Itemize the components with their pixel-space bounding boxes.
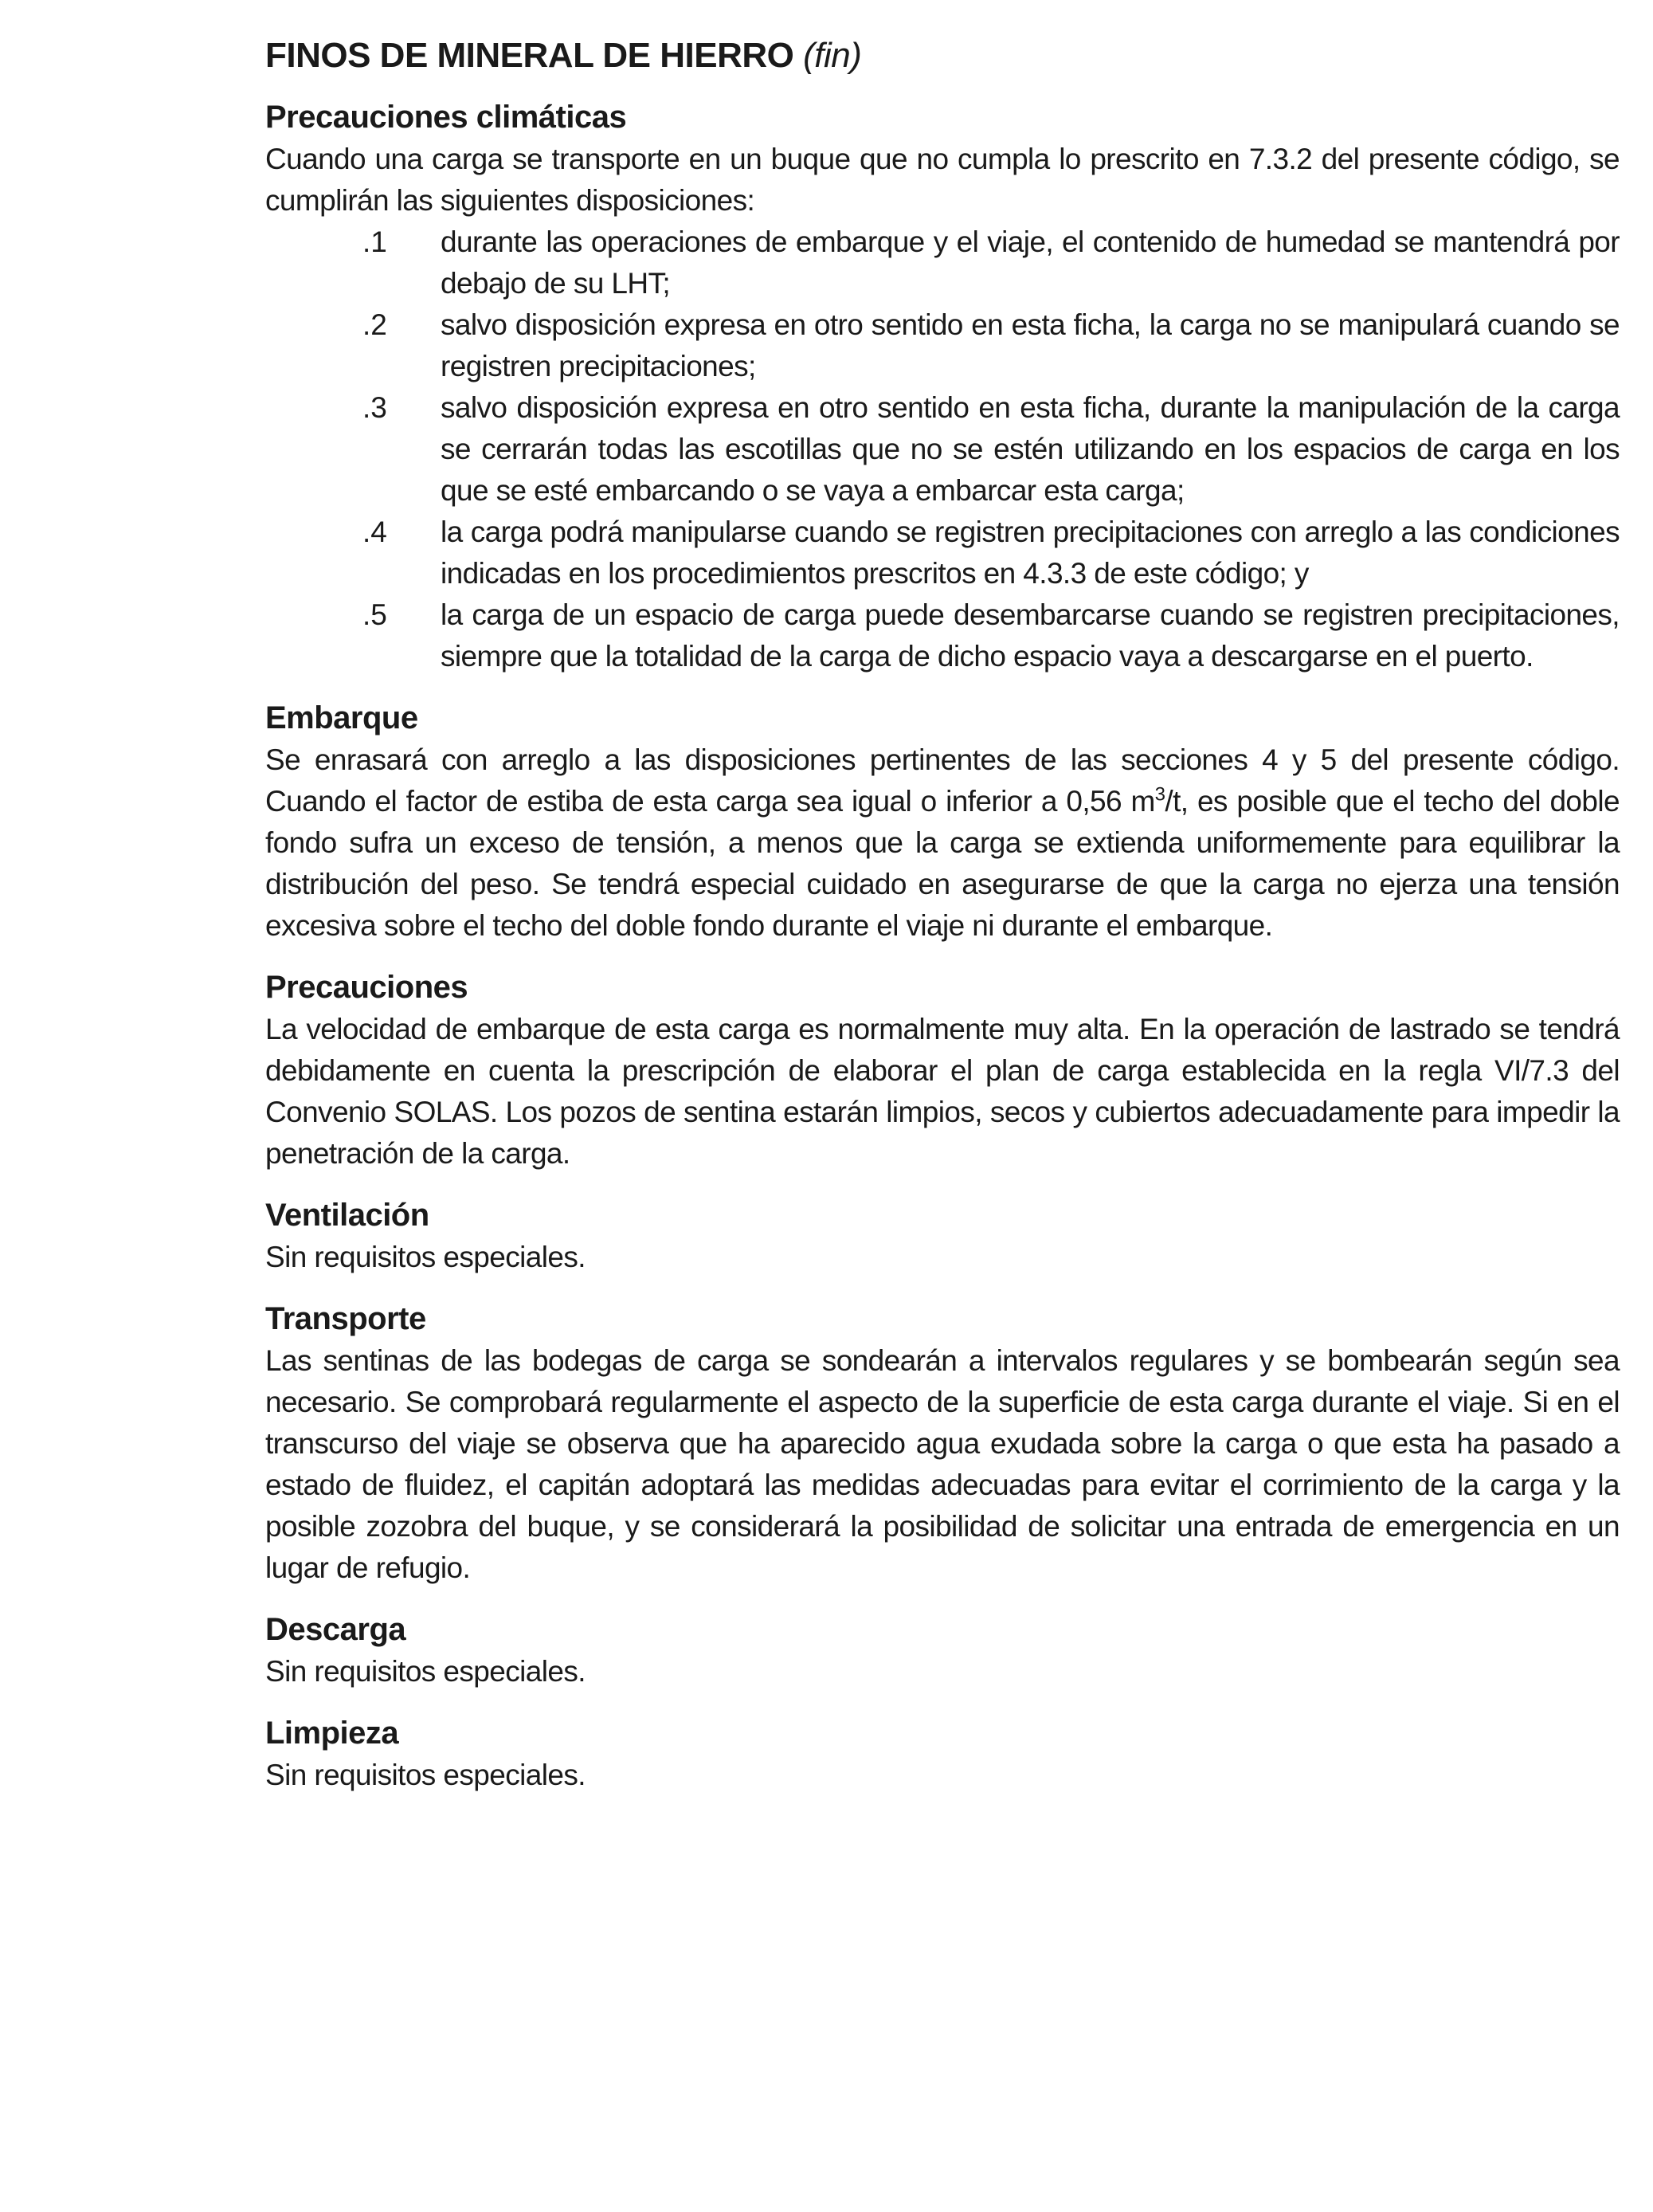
section-heading: Transporte (265, 1301, 426, 1336)
list-text: durante las operaciones de embarque y el viaje, el contenido de humedad se mantendrá por debajo de su LHT; (441, 226, 1620, 300)
list-item (265, 387, 1620, 512)
section-precautions (265, 966, 1620, 1175)
list-item (265, 222, 1620, 304)
list-text: salvo disposición expresa en otro sentido en esta ficha, durante la manipulación de la carga se cerrarán todas las escotillas que no se estén utilizando en los espacios de carga en los que se esté embarcando o se vaya a embarcar esta carga; (441, 391, 1620, 507)
list-number: .1 (362, 226, 387, 258)
paragraph-text: /t, es posible que el techo del doble fondo sufra un exceso de tensión, a menos que la carga se extienda uniformemente para equilibrar la distribución del peso. Se tendrá especial cuidado en asegurarse de que la carga no ejerza una tensión excesiva sobre el techo del doble fondo durante el viaje ni durante el embarque. (265, 785, 1620, 942)
document-title (265, 32, 1620, 80)
list-number: .5 (362, 598, 387, 631)
list-item (265, 512, 1620, 594)
section-body: Sin requisitos especiales. (265, 1655, 586, 1688)
section-heading: Precauciones climáticas (265, 100, 627, 135)
section-body: Sin requisitos especiales. (265, 1759, 586, 1791)
list-text: la carga de un espacio de carga puede desembarcarse cuando se registren precipitaciones, siempre que la totalidad de la carga de dicho espacio vaya a descargarse en el puerto. (441, 598, 1620, 673)
section-clean-up (265, 1712, 1620, 1796)
list-number: .4 (362, 516, 387, 548)
title-suffix: (fin) (803, 36, 862, 75)
section-weather-precautions (265, 96, 1620, 677)
section-loading (265, 696, 1620, 947)
section-heading: Limpieza (265, 1716, 399, 1751)
list-item (265, 594, 1620, 677)
section-intro: Cuando una carga se transporte en un buque que no cumpla lo prescrito en 7.3.2 del presente código, se cumplirán las siguientes disposiciones: (265, 143, 1620, 217)
section-ventilation (265, 1194, 1620, 1278)
section-heading: Descarga (265, 1612, 406, 1647)
provisions-list (265, 222, 1620, 677)
list-text: salvo disposición expresa en otro sentido en esta ficha, la carga no se manipulará cuando se registren precipitaciones; (441, 308, 1620, 382)
section-body: La velocidad de embarque de esta carga es normalmente muy alta. En la operación de lastrado se tendrá debidamente en cuenta la prescripción de elaborar el plan de carga establecida en la regla VI/7.3 del Convenio SOLAS. Los pozos de sentina estarán limpios, secos y cubiertos adecuadamente para impedir la penetración de la carga. (265, 1013, 1620, 1170)
title-main: FINOS DE MINERAL DE HIERRO (265, 36, 794, 75)
paragraph-text: Cuando el factor de estiba de esta carga sea igual o inferior a 0,56 m (265, 785, 1155, 818)
list-text: la carga podrá manipularse cuando se registren precipitaciones con arreglo a las condiciones indicadas en los procedimientos prescritos en 4.3.3 de este código; y (441, 516, 1620, 590)
section-heading: Ventilación (265, 1198, 429, 1233)
list-number: .3 (362, 391, 387, 424)
paragraph-text: Se enrasará con arreglo a las disposiciones pertinentes de las secciones 4 y 5 del presente código. (265, 743, 1620, 776)
section-body: Las sentinas de las bodegas de carga se sondearán a intervalos regulares y se bombearán según sea necesario. Se comprobará regularmente el aspecto de la superficie de esta carga durante el viaje. Si en el transcurso del viaje se observa que ha aparecido agua exudada sobre la carga o que esta ha pasado a estado de fluidez, el capitán adoptará las medidas adecuadas para evitar el corrimiento de la carga y la posible zozobra del buque, y se considerará la posibilidad de solicitar una entrada de emergencia en un lugar de refugio. (265, 1344, 1620, 1584)
list-number: .2 (362, 308, 387, 341)
section-carriage (265, 1297, 1620, 1589)
section-discharge (265, 1608, 1620, 1692)
list-item (265, 304, 1620, 387)
section-body: Sin requisitos especiales. (265, 1241, 586, 1273)
section-heading: Embarque (265, 700, 418, 735)
section-heading: Precauciones (265, 970, 468, 1005)
superscript: 3 (1154, 783, 1165, 806)
document-page (265, 32, 1620, 1815)
section-paragraph (265, 739, 1620, 947)
